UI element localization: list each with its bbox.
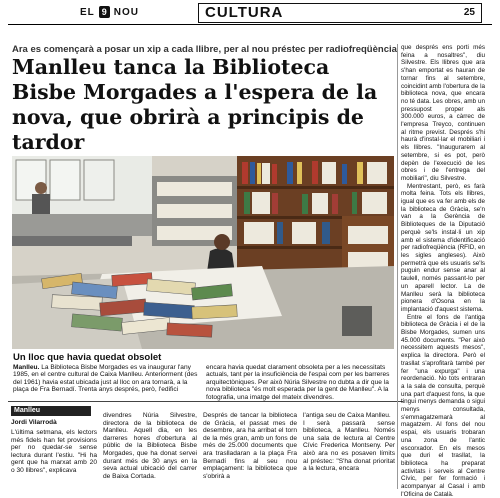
body-column-3: Després de tancar la biblioteca de Gràcia, el passat mes de desembre, ara ha arribat el torn de la més gran, amb un fons de més de 25.000 documents que ara traslladaran a la plaça Fra Bernadí fins al seu nou emplaçament: la biblioteca que s'obrirà a xyxy=(203,412,297,480)
caption-lead: Manlleu. xyxy=(13,364,40,371)
photo-caption-col1 xyxy=(13,364,203,394)
right-paragraph: Mentrestant, però, es farà molta feina. Tots els llibres, igual que es va fer amb els de la biblioteca de Gràcia, se'n van a la Gerència de Biblioteques de la Diputació perquè se'ls instal·li un xip amb el sistema d'identificació per radiofreqüència (RFID, en les sigles angleses). Això permetrà que els usuaris se'ls puguin endur sense anar al taulell, només passant-lo per un aparell lector. La de Manlleu serà la biblioteca pionera d'Osona en la implantació d'aquest sistema. xyxy=(401,182,486,313)
body-column-2: divendres Núria Silvestre, directora de la biblioteca de Manlleu. Aquell dia, en les darreres hores d'obertura al públic de la Biblioteca Bisbe Morgades, que ha donat servei durant més de 30 anys en la seva actual ubicació del carrer de Baixa Cortada. xyxy=(103,412,197,480)
logo-el: EL xyxy=(80,6,95,18)
body-column-4: l'antiga seu de Caixa Manlleu. I serà passarà sense biblioteca, a Manlleu. Només una sala de lectura al Centre Cívic Frederica Montseny. Per això ara no es posaven límits al préstec: "S'ha donat prioritat a la lectura, encara xyxy=(303,412,395,473)
masthead xyxy=(0,0,500,23)
page-number: 25 xyxy=(463,7,475,18)
body-column-1: L'última setmana, els lectors més fidels han fet provisions per no quedar-se sense lectura durant l'estiu. "Hi ha gent que ha marxat amb 20 o 30 llibres", explicava xyxy=(11,429,97,474)
section-header xyxy=(198,3,482,23)
article-headline: Manlleu tanca la Biblioteca Bisbe Morgades a l'espera de la nova, que obrirà a principis de tardor xyxy=(12,55,378,154)
right-paragraph: Entre el fons de l'antiga biblioteca de Gràcia i el de la Bisbe Morgades, sumen uns 45.000 documents. "Per això necessitem aquests mesos", explica la directora. Però el trasllat s'aprofitarà també per fer "una expurga" i una reordenació. No tots entraran a la sala de consulta, perquè una part d'aquest fons, la que tingui menys demanda o sigui menys consultada, s'emmagatzemarà al magatzem. Al fons del nou espai, els usuaris trobaran una zona de l'antic escorxador. En els mesos que duri el trasllat, la biblioteca ha preparat activitats i serveis al Centre Cívic, per fer formació i acompanyar al Casal i amb l'Oficina de Català. xyxy=(401,313,485,498)
logo-nou: NOU xyxy=(113,6,140,18)
right-paragraph: que després ens porti més feina a nosaltres", diu Silvestre. Els llibres que ara s'han emportat es hauran de tornar fins al setembre, coincidint amb l'obertura de la biblioteca nova, que encara no té data. Les obres, amb un pressupost proper als 300.000 euros, a càrrec de l'empresa Treyco, continuen al ritme previst. Després s'hi haurà d'instal·lar el mobiliari i els llibres. "Inaugurarem al setembre, si es pot, però depèn de l'execució de les obres i de l'entrega del mobiliari", diu Silvestre. xyxy=(401,44,485,182)
section-title: CULTURA xyxy=(205,4,284,21)
photo-caption-col2: encara havia quedat clarament obsoleta per a les necessitats actuals, tant per la insuficiència de l'espai com per les barreres arquitectòniques. Per això Núria Silvestre no dubta a dir que la nova biblioteca "és molt esperada per la gent de Manlleu". A la fotografia, una imatge del mateix divendres. xyxy=(206,364,390,401)
column-divider xyxy=(397,44,398,489)
photo-caption-title: Un lloc que havia quedat obsolet xyxy=(13,352,162,363)
author-byline: Jordi Vilarrodà xyxy=(11,419,57,426)
newspaper-logo xyxy=(80,4,139,20)
article-kicker: Ara es començarà a posar un xip a cada llibre, per al nou préstec per radiofreqüència xyxy=(12,44,397,55)
logo-number: 9 xyxy=(99,6,110,18)
library-photo xyxy=(12,156,394,349)
top-rule xyxy=(8,24,492,25)
location-tag: Manlleu xyxy=(11,406,91,416)
section-rule xyxy=(8,401,403,402)
body-column-right xyxy=(401,44,485,498)
caption-text-1: La Biblioteca Bisbe Morgades es va inaugurar l'any 1985, en el centre cultural de Caixa Manlleu. Anteriorment (des del 1961) havia estat ubicada just al lloc on ara tornarà, a la plaça de Fra Bernadí. Trenta anys després, però, l'edifici xyxy=(13,364,198,394)
